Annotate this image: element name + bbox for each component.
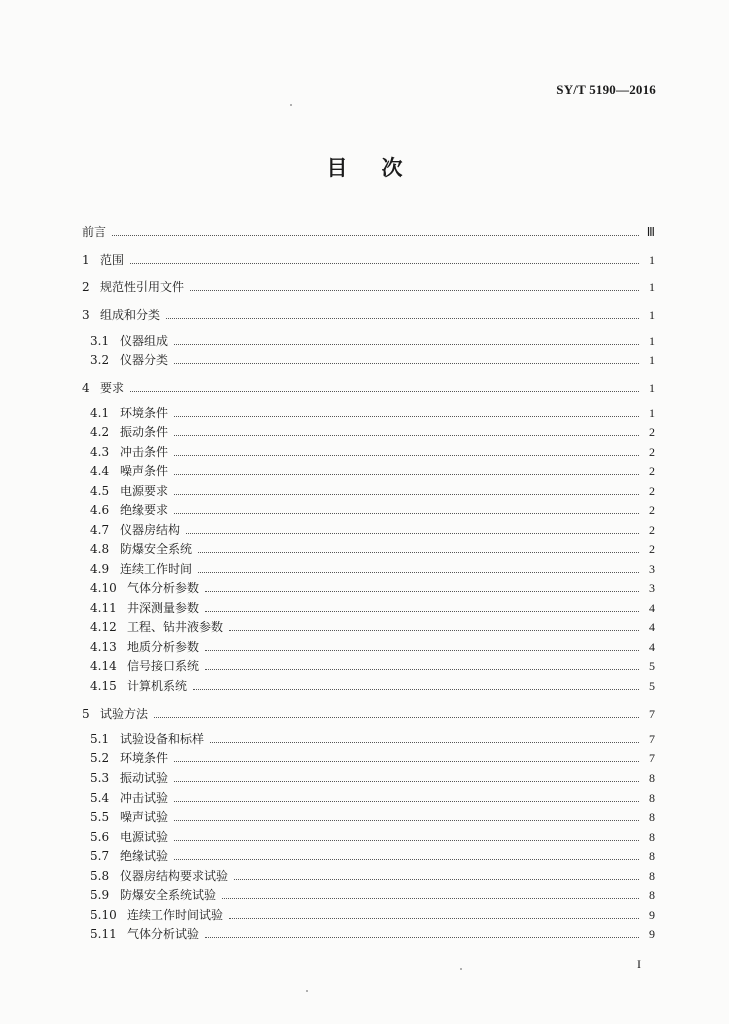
toc-entry-title: 信号接口系统 xyxy=(127,659,200,673)
dot-leader xyxy=(205,669,639,670)
toc-entry-page: 8 xyxy=(649,810,655,824)
toc-entry-title: 气体分析参数 xyxy=(127,581,200,595)
toc-entry-number: 4.13 xyxy=(90,640,117,654)
toc-entry[interactable] xyxy=(90,659,655,673)
toc-entry-title: 噪声条件 xyxy=(120,464,169,478)
toc-entry[interactable] xyxy=(90,484,655,498)
toc-entry-number: 5.4 xyxy=(90,791,110,805)
dot-leader xyxy=(205,591,639,592)
dot-leader xyxy=(130,263,639,264)
dot-leader xyxy=(174,840,639,841)
toc-entry-page: 1 xyxy=(649,280,655,294)
toc-entry-page: 4 xyxy=(649,620,655,634)
toc-entry-page: 3 xyxy=(649,581,655,595)
toc-entry-number: 5.7 xyxy=(90,849,110,863)
dot-leader xyxy=(174,761,639,762)
dot-leader xyxy=(198,572,639,573)
toc-entry-title: 地质分析参数 xyxy=(127,640,200,654)
toc-entry[interactable] xyxy=(90,503,655,517)
toc-entry-number: 4.8 xyxy=(90,542,110,556)
dot-leader xyxy=(174,781,639,782)
dot-leader xyxy=(193,689,639,690)
toc-entry[interactable] xyxy=(90,620,655,634)
dot-leader xyxy=(174,416,639,417)
toc-entry-page: 5 xyxy=(649,679,655,693)
toc-entry-number: 5.3 xyxy=(90,771,110,785)
toc-entry-title: 计算机系统 xyxy=(127,679,188,693)
toc-entry-title: 振动条件 xyxy=(120,425,169,439)
toc-entry-page: 2 xyxy=(649,484,655,498)
toc-entry[interactable] xyxy=(82,308,655,322)
toc-entry[interactable] xyxy=(90,353,655,367)
toc-entry-page: 1 xyxy=(649,406,655,420)
page-number: I xyxy=(637,957,641,971)
toc-entry-number: 4.4 xyxy=(90,464,110,478)
toc-entry-number: 4.9 xyxy=(90,562,110,576)
toc-entry-title: 仪器房结构 xyxy=(120,523,181,537)
toc-entry-title: 连续工作时间 xyxy=(120,562,193,576)
dot-leader xyxy=(166,318,639,319)
dot-leader xyxy=(205,937,639,938)
toc-entry[interactable] xyxy=(90,581,655,595)
toc-entry-number: 3 xyxy=(82,308,90,322)
toc-entry-title: 冲击条件 xyxy=(120,445,169,459)
toc-entry-page: 8 xyxy=(649,849,655,863)
toc-entry-number: 4.12 xyxy=(90,620,117,634)
toc-entry[interactable] xyxy=(90,869,655,883)
toc-entry-number: 5.1 xyxy=(90,732,110,746)
title-char-2: 次 xyxy=(381,156,403,180)
toc-entry-title: 工程、钻井液参数 xyxy=(127,620,224,634)
toc-entry[interactable] xyxy=(82,707,655,721)
dot-leader xyxy=(190,290,639,291)
toc-entry-title: 绝缘试验 xyxy=(120,849,169,863)
toc-entry-page: 8 xyxy=(649,869,655,883)
toc-entry-title: 冲击试验 xyxy=(120,791,169,805)
dot-leader xyxy=(198,552,639,553)
toc-entry-number: 5.2 xyxy=(90,751,110,765)
toc-entry[interactable] xyxy=(90,810,655,824)
toc-entry[interactable] xyxy=(90,732,655,746)
toc-entry-title: 振动试验 xyxy=(120,771,169,785)
toc-entry-number: 5.11 xyxy=(90,927,117,941)
dot-leader xyxy=(174,801,639,802)
toc-entry-title: 连续工作时间试验 xyxy=(127,908,224,922)
dot-leader xyxy=(205,650,639,651)
dot-leader xyxy=(174,363,639,364)
toc-entry-number: 5.10 xyxy=(90,908,117,922)
dot-leader xyxy=(174,494,639,495)
toc-entry-title: 防爆安全系统试验 xyxy=(120,888,217,902)
toc-entry-title: 仪器组成 xyxy=(120,334,169,348)
toc-entry-page: Ⅲ xyxy=(646,225,655,239)
toc-entry[interactable] xyxy=(82,253,655,267)
toc-entry[interactable] xyxy=(90,445,655,459)
toc-entry[interactable] xyxy=(90,849,655,863)
toc-entry[interactable] xyxy=(90,679,655,693)
toc-entry-number: 5.5 xyxy=(90,810,110,824)
toc-entry-title: 仪器房结构要求试验 xyxy=(120,869,229,883)
toc-entry-page: 2 xyxy=(649,503,655,517)
toc-entry-title: 噪声试验 xyxy=(120,810,169,824)
dot-leader xyxy=(174,474,639,475)
toc-entry-number: 4.11 xyxy=(90,601,117,615)
toc-entry[interactable] xyxy=(90,464,655,478)
toc-entry[interactable] xyxy=(90,888,655,902)
dot-leader xyxy=(229,630,639,631)
toc-entry-page: 4 xyxy=(649,640,655,654)
toc-entry-page: 2 xyxy=(649,542,655,556)
toc-entry-title: 气体分析试验 xyxy=(127,927,200,941)
dot-leader xyxy=(154,717,639,718)
toc-entry-number: 3.1 xyxy=(90,334,110,348)
scan-speck xyxy=(460,968,462,970)
dot-leader xyxy=(174,820,639,821)
toc-entry[interactable] xyxy=(90,791,655,805)
dot-leader xyxy=(205,611,639,612)
toc-entry-number: 5.8 xyxy=(90,869,110,883)
toc-entry[interactable] xyxy=(90,771,655,785)
toc-entry-number: 5 xyxy=(82,707,90,721)
toc-entry-page: 1 xyxy=(649,381,655,395)
toc-entry-page: 9 xyxy=(649,908,655,922)
toc-entry-number: 4.2 xyxy=(90,425,110,439)
toc-entry[interactable] xyxy=(90,830,655,844)
toc-entry-page: 7 xyxy=(649,732,655,746)
toc-entry[interactable] xyxy=(90,640,655,654)
dot-leader xyxy=(112,235,639,236)
toc-entry-page: 1 xyxy=(649,353,655,367)
toc-entry-number: 4.5 xyxy=(90,484,110,498)
toc-entry-page: 2 xyxy=(649,425,655,439)
scan-speck xyxy=(306,990,308,992)
toc-entry-title: 防爆安全系统 xyxy=(120,542,193,556)
toc-entry[interactable] xyxy=(90,751,655,765)
toc-entry-number: 3.2 xyxy=(90,353,110,367)
toc-entry-title: 环境条件 xyxy=(120,751,169,765)
toc-entry[interactable] xyxy=(82,280,655,294)
toc-entry-page: 8 xyxy=(649,771,655,785)
title-char-1: 目 xyxy=(326,156,348,180)
toc-entry[interactable] xyxy=(82,225,655,239)
toc-entry-page: 4 xyxy=(649,601,655,615)
toc-entry-title: 井深测量参数 xyxy=(127,601,200,615)
toc-entry[interactable] xyxy=(90,334,655,348)
toc-entry-title: 电源试验 xyxy=(120,830,169,844)
toc-entry-page: 1 xyxy=(649,334,655,348)
toc-entry-title: 试验方法 xyxy=(100,707,149,721)
toc-entry-number: 4.10 xyxy=(90,581,117,595)
dot-leader xyxy=(210,742,639,743)
toc-entry-page: 1 xyxy=(649,308,655,322)
toc-entry-title: 试验设备和标样 xyxy=(120,732,205,746)
toc-entry[interactable] xyxy=(90,601,655,615)
toc-entry[interactable] xyxy=(90,425,655,439)
dot-leader xyxy=(130,391,639,392)
toc-entry-title: 要求 xyxy=(100,381,125,395)
toc-entry[interactable] xyxy=(90,562,655,576)
toc-entry-page: 7 xyxy=(649,707,655,721)
toc-entry-title: 环境条件 xyxy=(120,406,169,420)
toc-entry-page: 8 xyxy=(649,791,655,805)
dot-leader xyxy=(174,513,639,514)
toc-entry-page: 3 xyxy=(649,562,655,576)
toc-entry-title: 组成和分类 xyxy=(100,308,161,322)
toc-entry[interactable] xyxy=(90,523,655,537)
toc-entry-page: 5 xyxy=(649,659,655,673)
standard-code: SY/T 5190—2016 xyxy=(556,82,656,97)
dot-leader xyxy=(234,879,639,880)
toc-entry-page: 2 xyxy=(649,445,655,459)
toc-entry-page: 2 xyxy=(649,523,655,537)
toc-entry-number: 4.14 xyxy=(90,659,117,673)
dot-leader xyxy=(174,344,639,345)
toc-entry-number: 4.15 xyxy=(90,679,117,693)
toc-entry-title: 前言 xyxy=(82,225,107,239)
scan-speck xyxy=(290,104,292,106)
toc-entry-page: 8 xyxy=(649,888,655,902)
dot-leader xyxy=(174,859,639,860)
toc-entry-number: 1 xyxy=(82,253,90,267)
toc-entry-page: 2 xyxy=(649,464,655,478)
toc-entry-title: 规范性引用文件 xyxy=(100,280,185,294)
toc-entry-title: 范围 xyxy=(100,253,125,267)
toc-entry[interactable] xyxy=(90,542,655,556)
toc-entry[interactable] xyxy=(90,927,655,941)
toc-entry-number: 4.3 xyxy=(90,445,110,459)
toc-entry-number: 4.7 xyxy=(90,523,110,537)
toc-entry[interactable] xyxy=(90,406,655,420)
toc-entry-title: 绝缘要求 xyxy=(120,503,169,517)
toc-entry-number: 4 xyxy=(82,381,90,395)
toc-entry-page: 1 xyxy=(649,253,655,267)
toc-entry[interactable] xyxy=(82,381,655,395)
dot-leader xyxy=(174,435,639,436)
dot-leader xyxy=(174,455,639,456)
toc-entry-number: 5.9 xyxy=(90,888,110,902)
toc-entry-number: 4.1 xyxy=(90,406,110,420)
toc-entry-number: 2 xyxy=(82,280,90,294)
toc-entry-title: 电源要求 xyxy=(120,484,169,498)
toc-entry-title: 仪器分类 xyxy=(120,353,169,367)
toc-entry[interactable] xyxy=(90,908,655,922)
toc-entry-number: 4.6 xyxy=(90,503,110,517)
dot-leader xyxy=(229,918,639,919)
toc-entry-number: 5.6 xyxy=(90,830,110,844)
dot-leader xyxy=(222,898,639,899)
dot-leader xyxy=(186,533,639,534)
toc-entry-page: 9 xyxy=(649,927,655,941)
toc-entry-page: 7 xyxy=(649,751,655,765)
toc-entry-page: 8 xyxy=(649,830,655,844)
